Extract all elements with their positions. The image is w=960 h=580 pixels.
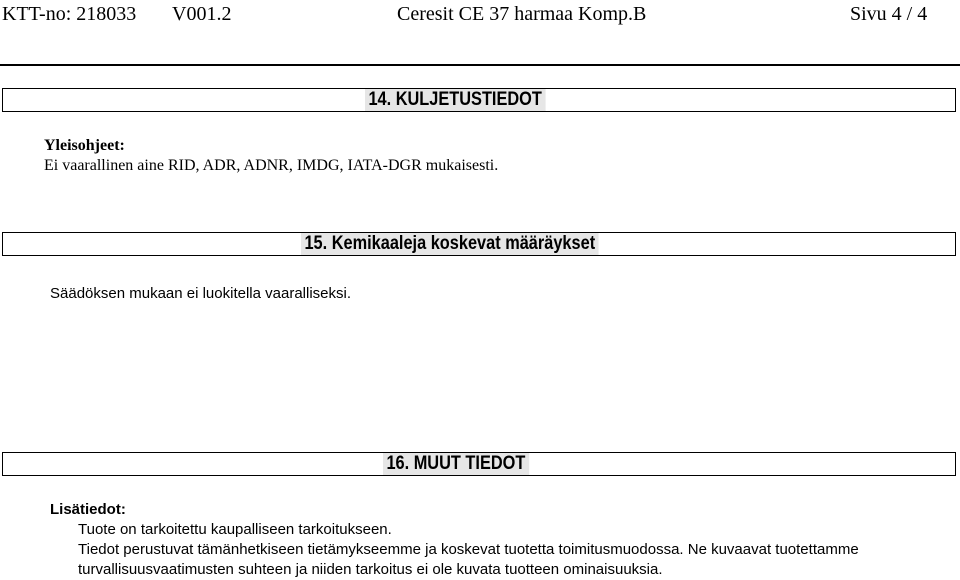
document-version: V001.2 xyxy=(172,3,232,25)
page-number: Sivu 4 / 4 xyxy=(850,3,928,25)
section-15-header xyxy=(2,232,956,256)
regulation-text: Säädöksen mukaan ei luokitella vaaralliseksi. xyxy=(50,285,351,302)
additional-info-line-3: turvallisuusvaatimusten suhteen ja niiden tarkoitus ei ole kuvata tuotteen ominaisuuksia. xyxy=(78,561,663,578)
additional-info-label: Lisätiedot: xyxy=(50,501,126,518)
document-id: KTT-no: 218033 xyxy=(2,3,137,25)
section-16-title: 16. MUUT TIEDOT xyxy=(383,453,529,475)
additional-info-line-2: Tiedot perustuvat tämänhetkiseen tietämykseemme ja koskevat tuotetta toimitusmuodossa. Ne kuvaavat tuotettamme xyxy=(78,541,859,558)
product-name: Ceresit CE 37 harmaa Komp.B xyxy=(397,3,647,25)
section-15-title: 15. Kemikaaleja koskevat määräykset xyxy=(301,233,599,255)
header-divider xyxy=(0,64,960,66)
section-16-header xyxy=(2,452,956,476)
transport-text: Ei vaarallinen aine RID, ADR, ADNR, IMDG, IATA-DGR mukaisesti. xyxy=(44,157,499,174)
additional-info-line-1: Tuote on tarkoitettu kaupalliseen tarkoitukseen. xyxy=(78,521,392,538)
section-14-title: 14. KULJETUSTIEDOT xyxy=(365,89,545,111)
general-instructions-label: Yleisohjeet: xyxy=(44,137,125,154)
section-14-header xyxy=(2,88,956,112)
